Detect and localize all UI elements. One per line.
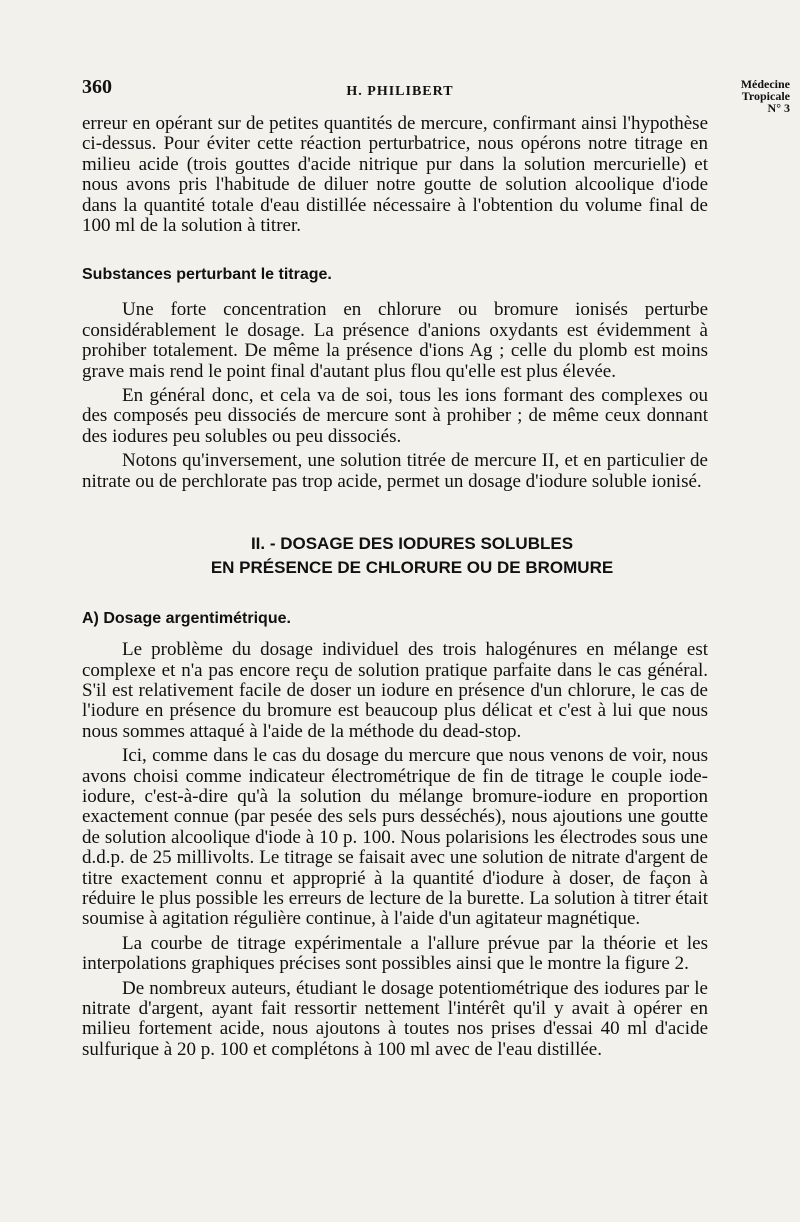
journal-line-3: N° 3 [767, 101, 790, 115]
paragraph-8: De nombreux auteurs, étudiant le dosage potentiométrique des iodures par le nitrate d'argent, ayant fait ressortir nettement l'intérêt qu'il y avait à opérer en milieu fortement acide, nous ajoutons à toutes nos prises d'essai 40 ml d'acide sulfurique à 20 p. 100 et complétons à 100 ml avec de l'eau distillée. [82, 977, 708, 1060]
paragraph-3: En général donc, et cela va de soi, tous les ions formant des complexes ou des composés peu dissociés de mercure sont à prohiber ; de même ceux donnant des iodures peu solubles ou peu dissociés. [82, 385, 708, 447]
article-body [82, 114, 708, 1060]
section-title-line-1: II. - DOSAGE DES IODURES SOLUBLES [250, 534, 574, 554]
paragraph-5: Le problème du dosage individuel des trois halogénures en mélange est complexe et n'a pas encore reçu de solution pratique parfaite dans le cas général. S'il est relativement facile de doser un iodure en présence d'un chlorure, le cas de l'iodure en présence du bromure est beaucoup plus délicat et c'est à lui que nous nous sommes attaqué à l'aide de la méthode du dead-stop. [82, 639, 708, 742]
paragraph-2: Une forte concentration en chlorure ou bromure ionisés perturbe considérablement le dosage. La présence d'anions oxydants est évidemment à prohiber totalement. De même la présence d'ions Ag ; celle du plomb est moins grave mais rend le point final d'autant plus flou qu'elle est plus élevée. [82, 299, 708, 382]
journal-line-1: Médecine [740, 77, 790, 91]
section-title-line-2: EN PRÉSENCE DE CHLORURE OU DE BROMURE [210, 558, 614, 578]
heading-argentimetric: A) Dosage argentimétrique. [82, 610, 291, 628]
page-number: 360 [82, 76, 112, 98]
section-title [116, 532, 708, 580]
paragraph-4: Notons qu'inversement, une solution titrée de mercure II, et en particulier de nitrate ou de perchlorate pas trop acide, permet un dosage d'iodure soluble ionisé. [82, 450, 708, 492]
paragraph-6: Ici, comme dans le cas du dosage du mercure que nous venons de voir, nous avons choisi comme indicateur électrométrique de fin de titrage le couple iode-iodure, c'est-à-dire qu'à la solution du mélange bromure-iodure en proportion exactement connue (par pesée des sels purs desséchés), nous ajoutions une goutte de solution alcoolique d'iode à 10 p. 100. Nous polarisions les électrodes sous une d.d.p. de 25 millivolts. Le titrage se faisait avec une solution de nitrate d'argent de titre exactement connu et approprié à la quantité d'iodure à doser, de façon à réduire le plus possible les erreurs de lecture de la burette. La solution à titrer était soumise à agitation régulière continue, à l'aide d'un agitateur magnétique. [82, 745, 708, 930]
paragraph-1: erreur en opérant sur de petites quantités de mercure, confirmant ainsi l'hypothèse ci-dessus. Pour éviter cette réaction perturbatrice, nous opérons notre titrage en milieu acide (trois gouttes d'acide nitrique pur dans la solution mercurielle) et nous avons pris l'habitude de diluer notre goutte de solution alcoolique d'iode dans la quantité totale d'eau distillée nécessaire à l'obtention du volume final de 100 ml de la solution à titrer. [82, 113, 708, 237]
paragraph-7: La courbe de titrage expérimentale a l'allure prévue par la théorie et les interpolations graphiques précises sont possibles ainsi que le montre la figure 2. [82, 932, 708, 975]
running-head: H. PHILIBERT [346, 84, 454, 99]
journal-line-2: Tropicale [741, 89, 790, 103]
journal-label [741, 78, 790, 114]
heading-substances: Substances perturbant le titrage. [82, 266, 332, 284]
